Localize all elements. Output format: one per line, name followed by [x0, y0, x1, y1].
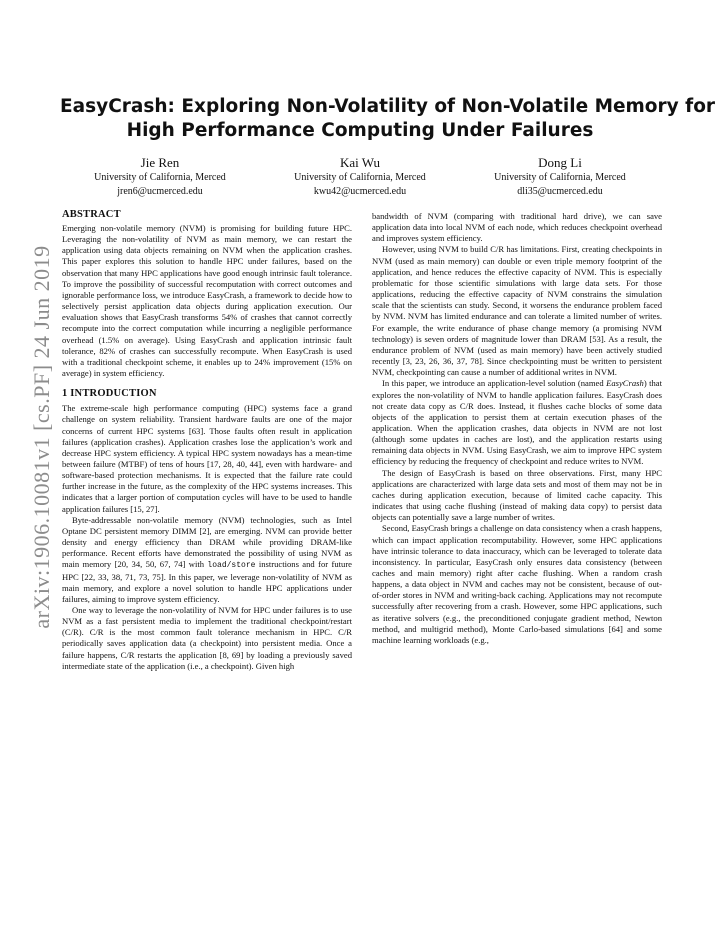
author-email: kwu42@ucmerced.edu	[313, 185, 407, 197]
intro-paragraph-2	[62, 515, 352, 605]
inline-code: load/store	[207, 561, 256, 571]
intro-paragraph-2-start: Byte-addressable non-volatile memory (NVM) technologies, such as Intel Optane DC persistent memory DIMM [2], are emerging. NVM can provide better density and energy efficiency than DRAM while providing DRAM-like performance. Recent efforts have demonstrated the possibility of using NVM as main memory [20, 34, 50, 67, 74] with	[62, 514, 352, 570]
title-line-1: EasyCrash: Exploring Non-Volatility of Non-Volatile Memory for	[60, 96, 716, 117]
author-affiliation: University of California, Merced	[294, 172, 426, 183]
intro-paragraph-3: One way to leverage the non-volatility of NVM for HPC under failures is to use NVM as a fast persistent media to implement the traditional checkpoint/restart (C/R). C/R is the most common fault tolerance mechanism in HPC. C/R periodically saves application data (a checkpoint) into persistent media. Once a failure happens, C/R restarts the application [8, 69] by loading a previously saved intermediate state of the application (i.e., a checkpoint). Given high	[62, 605, 352, 671]
author-name: Kai Wu	[339, 155, 381, 170]
author-name: Dong Li	[538, 155, 582, 170]
intro-paragraph-1: The extreme-scale high performance computing (HPC) systems face a grand challenge on system reliability. Transient hardware faults are one of the major concerns of current HPC systems [63]. Those faults often result in application failures (application crashes). Application crashes lose the application’s work and decrease HPC system efficiency. A typical HPC system nowadays has a mean-time between failure (MTBF) of tens of hours [17, 28, 40, 44], even with hardware- and software-based protection mechanisms. It is expected that the failure rate could further increase in the future, as the complexity of the HPC systems increases. This indicates that a larger portion of computation cycles will have to be used to handle application failures [15, 27].	[62, 403, 352, 514]
left-column	[62, 208, 352, 672]
author-block	[460, 155, 660, 198]
author-list	[60, 155, 660, 198]
author-affiliation: University of California, Merced	[494, 172, 626, 183]
abstract-text: Emerging non-volatile memory (NVM) is promising for building future HPC. Leveraging the non-volatility of NVM as main memory, we can restart the application using data objects remaining on NVM when the application crashes. This paper explores this solution to handle HPC under failures, based on the observation that many HPC applications have good enough intrinsic fault tolerance. To improve the possibility of successful recomputation with correct outcomes and ignorable performance loss, we introduce EasyCrash, a framework to decide how to selectively persist application data objects during application execution. Our evaluation shows that EasyCrash transforms 54% of crashes that cannot correctly recompute into the correct computation while incurring a negligible performance overhead (1.5% on average). Using EasyCrash and application intrinsic fault tolerance, 82% of crashes can successfully recompute. When EasyCrash is used with a traditional checkpoint scheme, it enables up to 24% improvement (15% on average) in system efficiency.	[62, 223, 352, 379]
author-email: dli35@ucmerced.edu	[517, 185, 603, 197]
title-line-2: High Performance Computing Under Failures	[126, 120, 594, 141]
abstract-heading: ABSTRACT	[62, 209, 121, 220]
author-affiliation: University of California, Merced	[94, 172, 226, 183]
intro-paragraph-2-end: instructions and for future HPC [22, 33, 38, 71, 73, 75]. In this paper, we leverage non-volatility of NVM as main memory, and explore a novel solution to handle HPC applications under failures, aiming to improve system efficiency.	[62, 559, 352, 604]
intro-paragraph-6-end: ) that explores the non-volatility of NVM to handle application failures. EasyCrash does not create data copy as C/R does. Instead, it flushes cache blocks of some data objects of the application to persist them at certain execution phases of the application. When the application crashes, data objects in NVM are not lost (although some updates in caches are lost), and the application restarts using remaining data objects in NVM. Using EasyCrash, we aim to improve HPC system efficiency by reducing the frequency of checkpoint and reduce writes to NVM.	[372, 378, 663, 467]
author-block	[260, 155, 460, 198]
paper-title	[60, 95, 716, 143]
arxiv-stamp: arXiv:1906.10081v1 [cs.PF] 24 Jun 2019	[29, 245, 54, 629]
author-name: Jie Ren	[140, 155, 180, 170]
author-email: jren6@ucmerced.edu	[117, 185, 203, 197]
system-name: EasyCrash	[606, 378, 644, 389]
intro-paragraph-6-start: In this paper, we introduce an application-level solution (named	[382, 378, 607, 389]
intro-paragraph-4: bandwidth of NVM (comparing with traditional hard drive), we can save application data into local NVM of each node, which reduces checkpoint overhead and improves system efficiency.	[372, 211, 662, 244]
right-column	[372, 211, 662, 646]
introduction-heading: 1 INTRODUCTION	[62, 388, 157, 400]
intro-paragraph-7: The design of EasyCrash is based on three observations. First, many HPC applications are characterized with large data sets and most of them may not be in caches during application execution, because of limited cache capacity. This indicates that using cache flushing (instead of making data copy) to persist data objects can potentially save a large number of writes.	[372, 467, 662, 523]
intro-paragraph-8: Second, EasyCrash brings a challenge on data consistency when a crash happens, which can impact application recomputability. However, some HPC applications have intrinsic tolerance to data inaccuracy, which can be leveraged to tolerate data inconsistency. In particular, EasyCrash only ensures data consistency (between caches and main memory) right after cache flushing. When a random crash happens, a data object in NVM and caches may not be consistent, because of out-of-order stores in NVM and writing-back caching. Applications may not recompute successfully after recovering from a crash. However, some HPC applications, such as iterative solvers (e.g., the preconditioned conjugate gradient method, Newton method, and multigrid method), Monte Carlo-based simulations [64] and some machine learning workloads (e.g.,	[372, 523, 662, 645]
author-block	[60, 155, 260, 198]
intro-paragraph-5: However, using NVM to build C/R has limitations. First, creating checkpoints in NVM (used as main memory) can double or even triple memory footprint of the application, and hence reduces the effective capacity of NVM. This is especially problematic for those scientific simulations with large data sets. For those applications, reducing the effective capacity of NVM constrains the simulation scale that the scientists can study. Second, it worsens the endurance problem faced by NVM. NVM has limited endurance and can tolerate a limited number of writes. For example, the write endurance of phase change memory (a promising NVM technology) is seven orders of magnitude lower than DRAM [53]. As a result, the endurance problem of NVM (used as main memory) have been actively studied recently [3, 23, 26, 36, 37, 78]. Since checkpointing must be written to persistent NVM, checkpointing can cause a number of additional writes in NVM.	[372, 244, 662, 378]
intro-paragraph-6	[372, 378, 662, 467]
